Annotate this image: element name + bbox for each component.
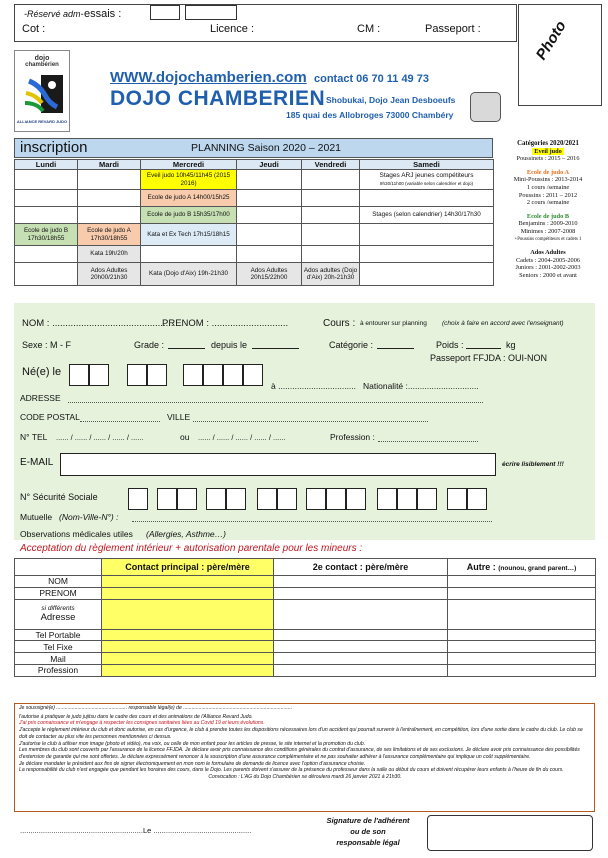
cours-note-2: (choix à faire en accord avec l'enseignant) — [442, 320, 564, 327]
legal-l3: J'ai pris connaissance et m'engage à respecter les consignes sanitaires liées au Covid 19 et leurs évolutions. — [19, 720, 265, 727]
cours-note: à entourer sur planning — [360, 320, 427, 327]
cat-benjamins: Benjamins : 2009-2010 — [518, 220, 578, 228]
slot-wed-kata-aix[interactable]: Kata (Dojo d'Aix) 19h-21h30 — [141, 263, 237, 286]
cat-poussinets: Poussinets : 2015 – 2016 — [516, 155, 580, 163]
club-address: 185 quai des Allobroges 73000 Chambéry — [286, 110, 454, 120]
birth-day-1[interactable] — [69, 364, 89, 386]
cat-mini: Mini-Poussins : 2013-2014 — [513, 176, 583, 184]
cat-seniors: Seniors : 2000 et avant — [519, 271, 577, 279]
slot-tue-ecole-a[interactable]: Ecole de judo A 17h30/18h55 — [78, 224, 141, 246]
secu-digit-6[interactable] — [257, 488, 277, 510]
c3-nom[interactable] — [448, 576, 596, 588]
row-mail: Mail — [15, 653, 102, 665]
secu-digit-13[interactable] — [417, 488, 437, 510]
mutuelle-input[interactable] — [132, 521, 492, 522]
slot-tue-ados[interactable]: Ados Adultes 20h00/21h30 — [78, 263, 141, 286]
day-lundi: Lundi — [15, 160, 78, 170]
logo-text-top: dojo — [34, 55, 50, 62]
licence-label: Licence : — [210, 23, 255, 35]
contact-h1: Contact principal : père/mère — [102, 559, 274, 576]
contact-h2: 2e contact : père/mère — [274, 559, 448, 576]
cat-poussins-comp: +Poussins compétiteurs et cadets 1 — [514, 236, 582, 242]
club-website[interactable]: WWW.dojochamberien.com — [110, 69, 307, 86]
legal-l8b: Convocation : L'AG du Dojo Chambérien se déroulera mardi 26 janvier 2021 à 21h30. — [208, 774, 402, 781]
day-samedi: Samedi — [360, 160, 494, 170]
passeport-ffjda: Passeport FFJDA : OUI-NON — [430, 353, 548, 363]
categories-panel — [495, 138, 601, 300]
club-sub: Shobukai, Dojo Jean Desboeufs — [326, 95, 456, 105]
reserve-label: -Réservé adm- — [24, 9, 84, 19]
club-name: DOJO CHAMBERIEN — [110, 87, 326, 110]
slot-wed-ecole-a[interactable]: Ecole de judo A 14h00/15h25 — [141, 190, 237, 207]
slot-sat-stages-note: 9h30/11h00 (variable selon calendrier et dojo) — [379, 180, 474, 186]
legal-l7: Je déclare mandater le président aux fins de signer électroniquement en mon nom le formulaire de demande de licence avec l'option d'assurance choisie. — [19, 760, 366, 767]
cat-cours1: 1 cours /semaine — [526, 183, 570, 191]
c2-prenom[interactable] — [274, 587, 448, 599]
legal-l1: Je soussigné(e) .................................................. responsable légal(e) de ............................................................................. — [19, 705, 293, 711]
secu-digit-7[interactable] — [277, 488, 297, 510]
ou-label: ou — [180, 432, 190, 442]
secu-digit-8[interactable] — [306, 488, 326, 510]
mutuelle-note: (Nom-Ville-N°) : — [59, 512, 119, 522]
poids-input[interactable] — [466, 348, 501, 349]
secu-digit-14[interactable] — [447, 488, 467, 510]
row-tel-portable: Tel Portable — [15, 629, 102, 641]
day-mercredi: Mercredi — [141, 160, 237, 170]
birth-year-2[interactable] — [203, 364, 223, 386]
c3-prenom[interactable] — [448, 587, 596, 599]
cat-title: Catégories 2020/2021 — [517, 140, 579, 147]
slot-sat-stages-calendar[interactable]: Stages (selon calendrier) 14h30/17h30 — [360, 207, 494, 224]
tel-input-1[interactable]: ...... / ...... / ...... / ...... / ...... — [56, 433, 144, 442]
signature-label — [318, 815, 418, 848]
c1-adresse[interactable] — [102, 599, 274, 629]
profession-label: Profession : — [330, 432, 375, 442]
slot-wed-eveil[interactable]: Eveil judo 10h45/11h45 (2015 2016) — [141, 170, 237, 190]
c3-tel-portable[interactable] — [448, 629, 596, 641]
email-input[interactable] — [60, 453, 496, 476]
essais-box-2[interactable] — [185, 5, 237, 20]
legal-text — [19, 705, 591, 781]
legal-l2: l'autorise à pratiquer le judo jujitsu dans le cadre des cours et des animations de l'Alliance Revard Judo. — [19, 713, 253, 720]
birth-month-2[interactable] — [147, 364, 167, 386]
signature-label-1: Signature de l'adhérent — [326, 816, 410, 825]
birth-month-1[interactable] — [127, 364, 147, 386]
grade-label: Grade : — [134, 340, 165, 350]
legal-l6: Les membres du club sont couverts par l'assurance de la licence FFJDA. Je déclare avoir pris connaissance des conditions générales du contrat d'assurance, de ses limitations et de ses exclusions. Je déclare avoir pris connaissance des possibilités d'extension de garantie qui me sont offertes. Je déclare expressément renoncer à la souscription d'une assurance complémentaire et ne pas souhaiter adhérer à l'assurance complémentaire qui implique un coût supplémentaire. — [19, 747, 580, 760]
row-adresse-note: si différents — [41, 605, 75, 613]
planning-title: PLANNING Saison 2020 – 2021 — [191, 142, 342, 154]
birth-day-2[interactable] — [89, 364, 109, 386]
categorie-input[interactable] — [377, 348, 414, 349]
inscription-title: inscription — [20, 139, 88, 156]
row-profession: Profession — [15, 664, 102, 676]
tel-label: N° TEL — [20, 432, 48, 442]
cat-ados: Ados Adultes — [530, 249, 566, 257]
cp-input[interactable] — [80, 421, 160, 422]
row-tel-fixe: Tel Fixe — [15, 641, 102, 653]
birth-year-3[interactable] — [223, 364, 243, 386]
ne-label: Né(e) le — [22, 366, 62, 378]
contact-h3 — [448, 559, 596, 576]
legal-l5: J'autorise le club à utiliser mon image (photo et vidéo), ma voix, ou celle de mon enfant pour les articles de presse, le site internet et la promotion du club. — [19, 740, 366, 747]
mutuelle-label: Mutuelle — [20, 512, 53, 522]
grade-input[interactable] — [168, 348, 205, 349]
secu-digit-11[interactable] — [377, 488, 397, 510]
birth-year-4[interactable] — [243, 364, 263, 386]
cat-juniors: Juniors : 2001-2002-2003 — [515, 264, 581, 272]
c1-tel-portable[interactable] — [102, 629, 274, 641]
cm-label: CM : — [357, 23, 381, 35]
row-adresse — [15, 599, 102, 629]
depuis-label: depuis le — [211, 340, 248, 350]
poids-label: Poids : — [436, 340, 464, 350]
logo-text-mid: chambérien — [25, 62, 59, 68]
c3-adresse[interactable] — [448, 599, 596, 629]
contact-h3-label: Autre : — [466, 562, 496, 572]
legal-l4: J'accepte le règlement intérieur du club et donc autorise, en cas d'urgence, le club à prendre toutes les dispositions nécessaires lors d'un accident qui pourrait survenir à l'entraînement, en compétition, lors d'une sortie dans le cadre du club. Le club se doit de contacter au plus vite les personnes mentionnées ci dessus. — [19, 727, 583, 740]
c2-tel-fixe[interactable] — [274, 641, 448, 653]
essais-box-1[interactable] — [150, 5, 180, 20]
categorie-label: Catégorie : — [329, 340, 374, 350]
club-logo — [14, 50, 70, 132]
c3-tel-fixe[interactable] — [448, 641, 596, 653]
photo-box[interactable] — [518, 4, 602, 106]
cat-cours2: 2 cours /semaine — [526, 199, 570, 207]
secu-digit-3[interactable] — [177, 488, 197, 510]
logo-text-bottom: ALLIANCE REVARD JUDO — [16, 119, 68, 124]
adresse-label: ADRESSE — [20, 393, 61, 403]
c3-profession[interactable] — [448, 664, 596, 676]
logo-judoka-icon — [21, 75, 63, 113]
depuis-input[interactable] — [252, 348, 299, 349]
signature-label-2: ou de son — [350, 827, 386, 836]
secu-digit-9[interactable] — [326, 488, 346, 510]
obs-label: Observations médicales utiles — [20, 529, 133, 539]
cat-eveil: Eveil judo — [534, 147, 562, 155]
c2-tel-portable[interactable] — [274, 629, 448, 641]
c1-nom[interactable] — [102, 576, 274, 588]
nom-field[interactable]: NOM : .............................................. — [22, 318, 174, 329]
cat-ecole-a: Ecole de judo A — [526, 168, 570, 176]
slot-thu-ados[interactable]: Ados Adultes 20h15/22h00 — [237, 263, 302, 286]
cat-minimes: Minimes : 2007-2008 — [520, 227, 576, 235]
day-mardi: Mardi — [78, 160, 141, 170]
nationalite-field[interactable]: Nationalité :.............................. — [363, 381, 479, 391]
planning-table — [14, 159, 494, 286]
signature-box[interactable] — [427, 815, 593, 851]
slot-fri-ados-aix[interactable]: Ados adultes (Dojo d'Aix) 20h-21h30 — [302, 263, 360, 286]
day-jeudi: Jeudi — [237, 160, 302, 170]
legal-l8: La responsabilité du club n'est engagée que pendant les horaires des cours, dans le Dojo. Les parents doivent s'assurer de la présence du professeur dans la salle ou début du cours et doivent récupérer leurs enfants à l'heure de fin du cours. — [19, 767, 564, 774]
cot-label: Cot : — [22, 23, 46, 35]
c2-mail[interactable] — [274, 653, 448, 665]
secu-digit-15[interactable] — [467, 488, 487, 510]
slot-sat-stages-title: Stages ARJ jeunes compétiteurs — [379, 172, 474, 179]
birth-year-1[interactable] — [183, 364, 203, 386]
footer-date-line[interactable]: ...........................................................Le ............................................... — [20, 826, 252, 835]
row-nom: NOM — [15, 576, 102, 588]
kg-label: kg — [506, 340, 516, 350]
obs-note: (Allergies, Asthme…) — [146, 529, 226, 539]
secu-digit-5[interactable] — [226, 488, 246, 510]
checkbox-admin[interactable] — [470, 92, 501, 122]
passeport-label: Passeport : — [425, 23, 481, 35]
prenom-field[interactable]: PRENOM : ............................. — [162, 318, 289, 329]
c1-profession[interactable] — [102, 664, 274, 676]
slot-tue-kata[interactable]: Kata 19h/20h — [78, 246, 141, 263]
c1-mail[interactable] — [102, 653, 274, 665]
acceptation-title: Acceptation du règlement intérieur + autorisation parentale pour les mineurs : — [20, 543, 363, 554]
tel-input-2[interactable]: ...... / ...... / ...... / ...... / ...... — [198, 433, 286, 442]
c2-nom[interactable] — [274, 576, 448, 588]
adresse-input[interactable] — [68, 402, 483, 403]
slot-wed-kata[interactable]: Kata et Ex Tech 17h15/18h15 — [141, 224, 237, 246]
ville-input[interactable] — [193, 421, 428, 422]
profession-input[interactable] — [378, 441, 478, 442]
secu-digit-10[interactable] — [346, 488, 366, 510]
signature-label-3: responsable légal — [336, 838, 400, 847]
c1-tel-fixe[interactable] — [102, 641, 274, 653]
c1-prenom[interactable] — [102, 587, 274, 599]
cours-label: Cours : — [323, 318, 356, 329]
row-adresse-label: Adresse — [40, 612, 76, 624]
slot-mon-ecole-b[interactable]: Ecole de judo B 17h30/18h55 — [15, 224, 78, 246]
slot-sat-stages[interactable] — [360, 170, 494, 190]
cat-ecole-b: Ecole de judo B — [526, 212, 570, 220]
secu-digit-2[interactable] — [157, 488, 177, 510]
cat-poussins: Poussins : 2011 – 2012 — [518, 191, 578, 199]
ecrire-note: écrire lisiblement !!! — [502, 461, 564, 468]
birthplace-field[interactable]: à ................................. — [271, 381, 357, 391]
sexe-field[interactable]: Sexe : M - F — [22, 340, 72, 350]
row-prenom: PRENOM — [15, 587, 102, 599]
cat-cadets: Cadets : 2004-2005-2006 — [515, 256, 580, 264]
secu-digit-1[interactable] — [128, 488, 148, 510]
cp-label: CODE POSTAL — [20, 412, 80, 422]
contact-h3-note: (nounou, grand parent…) — [498, 565, 577, 572]
essais-label: essais : — [84, 8, 122, 20]
photo-label: Photo — [532, 17, 570, 64]
slot-wed-ecole-b[interactable]: Ecole de judo B 15h35/17h00 — [141, 207, 237, 224]
secu-digit-12[interactable] — [397, 488, 417, 510]
contact-table — [14, 558, 596, 677]
c3-mail[interactable] — [448, 653, 596, 665]
ville-label: VILLE — [167, 412, 191, 422]
c2-adresse[interactable] — [274, 599, 448, 629]
secu-label: N° Sécurité Sociale — [20, 492, 98, 502]
club-contact: contact 06 70 11 49 73 — [314, 73, 429, 85]
email-label: E-MAIL — [20, 457, 54, 468]
secu-digit-4[interactable] — [206, 488, 226, 510]
day-vendredi: Vendredi — [302, 160, 360, 170]
c2-profession[interactable] — [274, 664, 448, 676]
